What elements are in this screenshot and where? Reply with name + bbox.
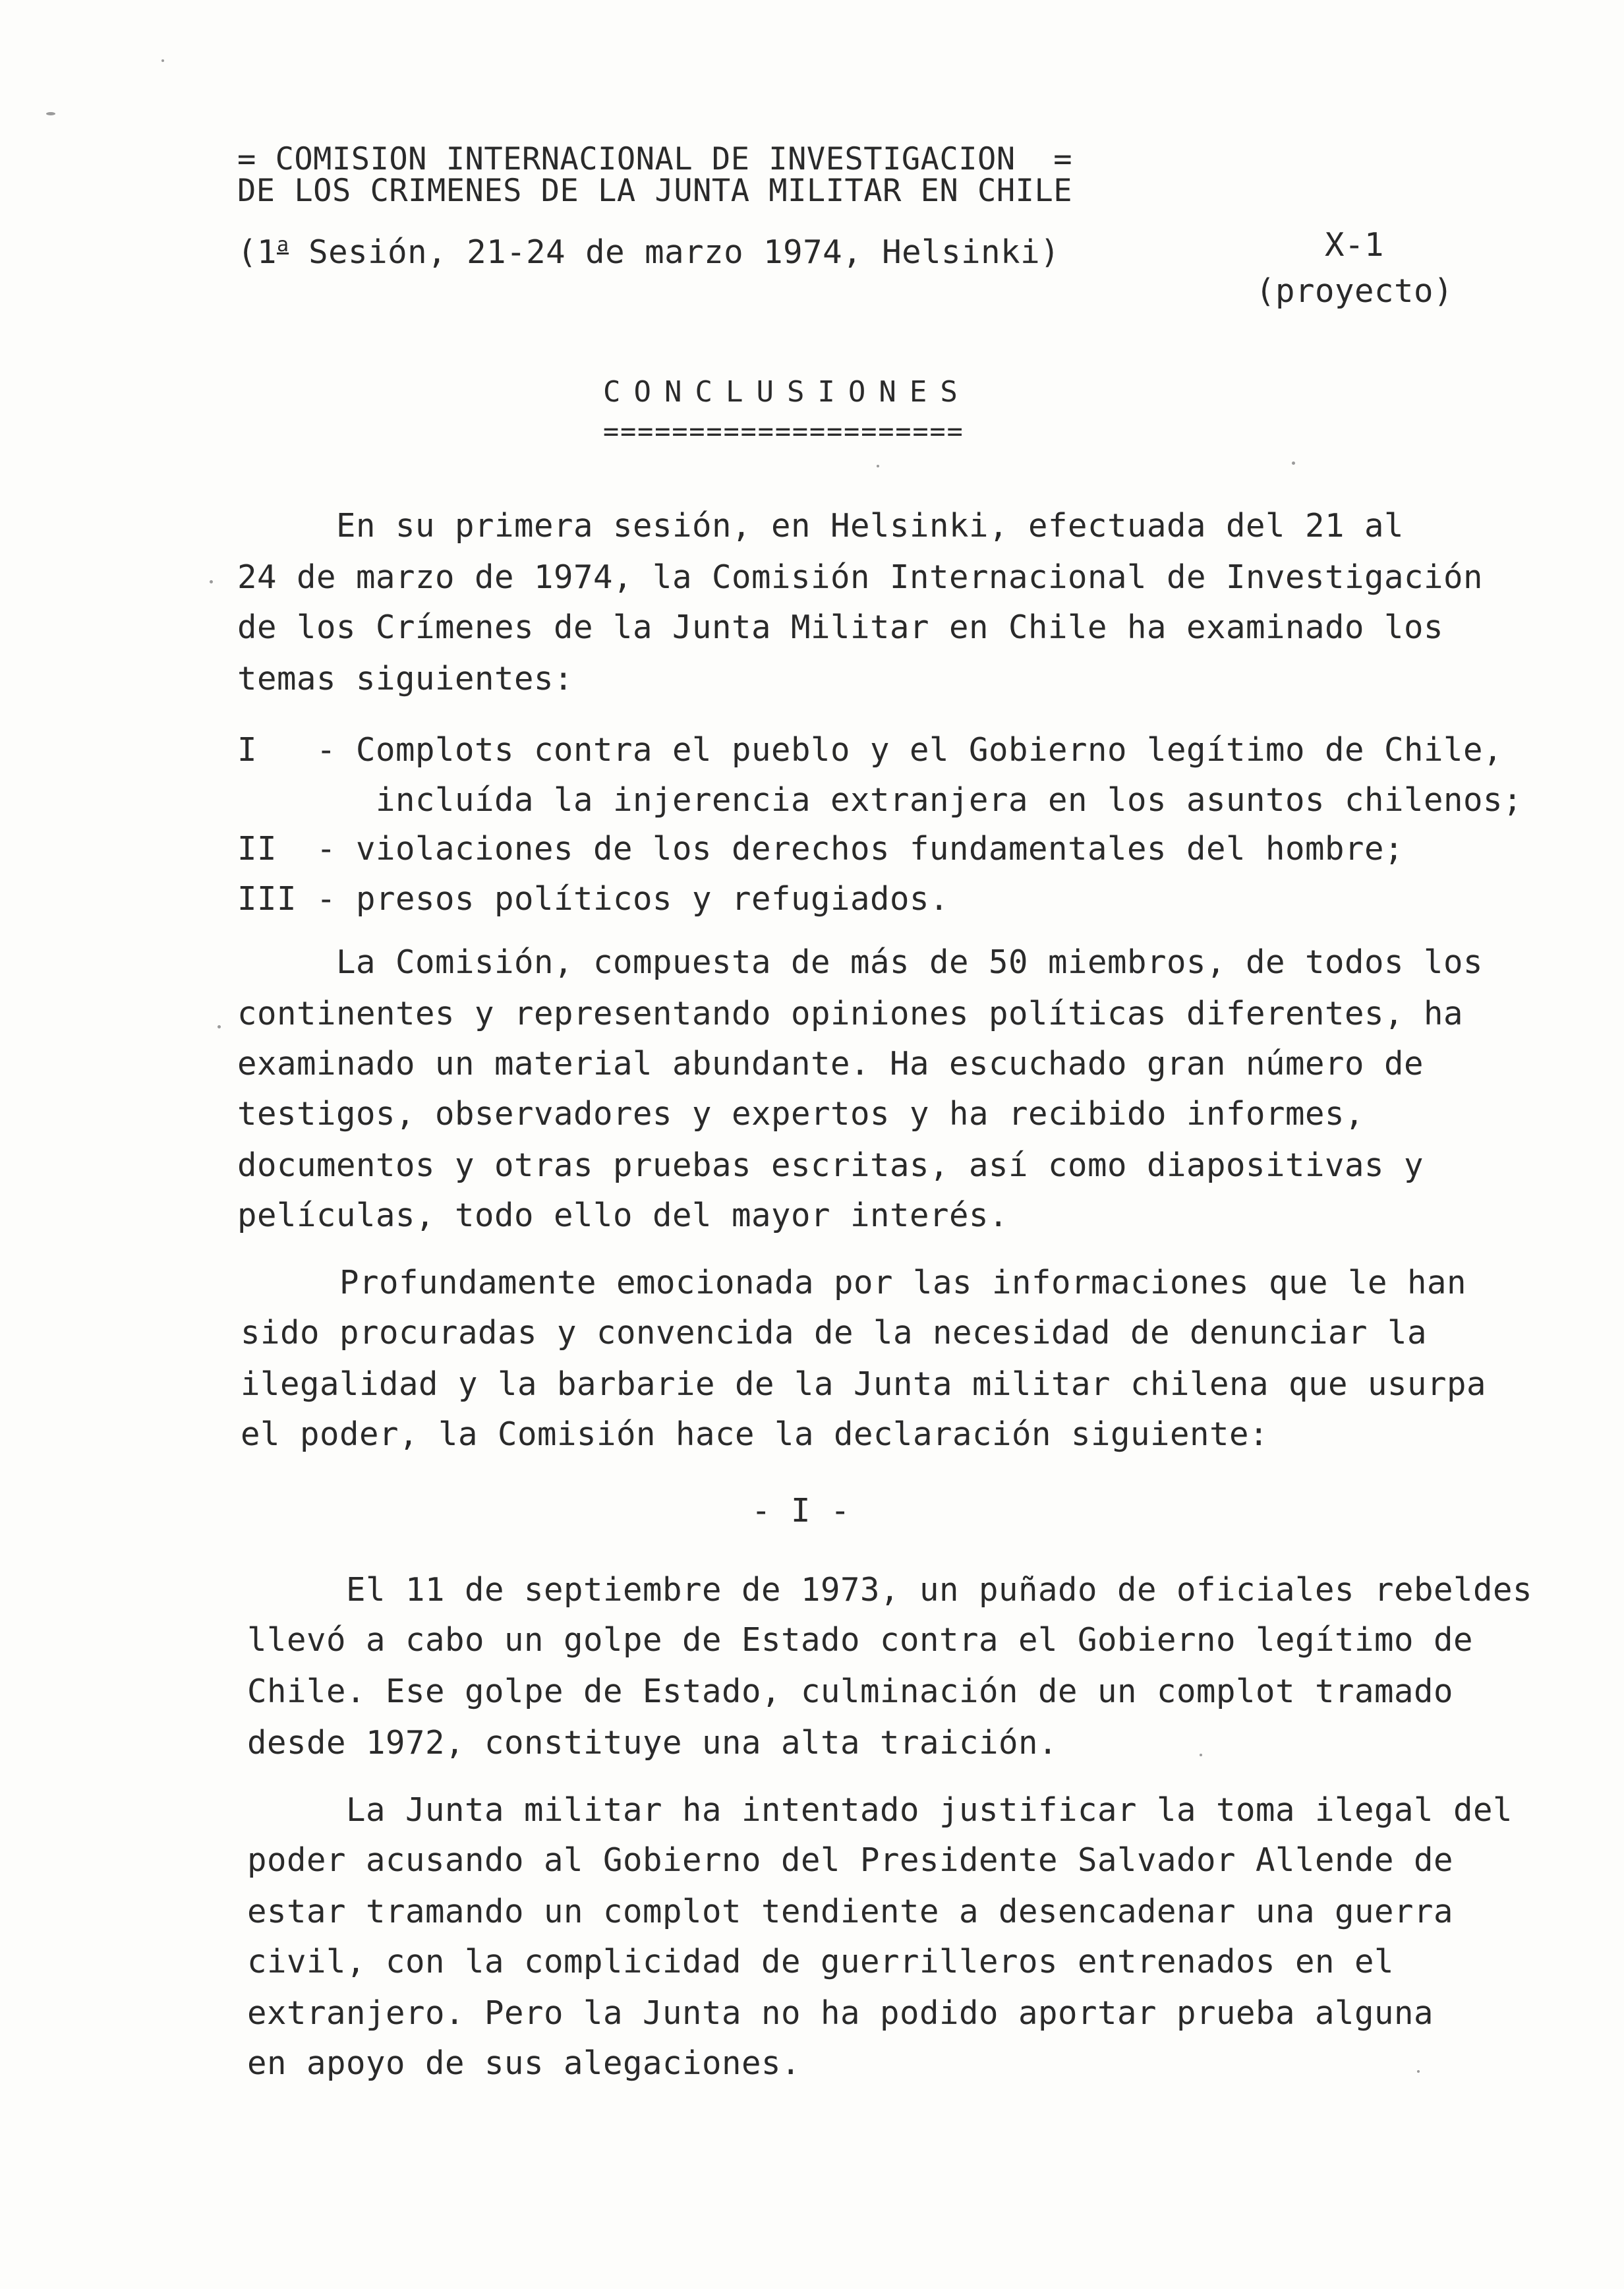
session-rest: Sesión, 21-24 de marzo 1974, Helsinki) xyxy=(289,233,1060,271)
topic-item-2: II - violaciones de los derechos fundamentales del hombre; xyxy=(237,830,1405,868)
paragraph-3-line-4: el poder, la Comisión hace la declaración siguiente: xyxy=(241,1415,1269,1453)
session-ordinal: a xyxy=(277,233,289,256)
topic-item-1-continued: incluída la injerencia extranjera en los asuntos chilenos; xyxy=(237,781,1523,819)
header-line-2: DE LOS CRIMENES DE LA JUNTA MILITAR EN CHILE xyxy=(237,173,1073,209)
paragraph-2-line-6: películas, todo ello del mayor interés. xyxy=(237,1197,1009,1234)
paragraph-5-line-1: La Junta militar ha intentado justificar la toma ilegal del xyxy=(247,1791,1513,1829)
paragraph-3-line-3: ilegalidad y la barbarie de la Junta militar chilena que usurpa xyxy=(241,1365,1487,1403)
paragraph-3-line-1: Profundamente emocionada por las informaciones que le han xyxy=(241,1264,1467,1301)
paragraph-5-line-4: civil, con la complicidad de guerrilleros entrenados en el xyxy=(247,1943,1395,1980)
paragraph-2-line-1: La Comisión, compuesta de más de 50 miembros, de todos los xyxy=(237,943,1484,981)
paragraph-2-line-5: documentos y otras pruebas escritas, así como diapositivas y xyxy=(237,1146,1424,1184)
header-line-1: = COMISION INTERNACIONAL DE INVESTIGACION = xyxy=(237,141,1073,177)
paragraph-2-line-3: examinado un material abundante. Ha escuchado gran número de xyxy=(237,1045,1424,1083)
scan-mark xyxy=(46,112,55,115)
paragraph-2-line-2: continentes y representando opiniones políticas diferentes, ha xyxy=(237,995,1464,1032)
session-line xyxy=(237,225,1060,272)
session-open: (1 xyxy=(237,233,277,271)
scan-mark xyxy=(1417,2070,1420,2073)
paragraph-4-line-4: desde 1972, constituye una alta traición. xyxy=(247,1724,1058,1762)
paragraph-5-line-3: estar tramando un complot tendiente a desencadenar una guerra xyxy=(247,1893,1454,1930)
scan-mark xyxy=(210,580,213,583)
title-underline: ===================== xyxy=(603,417,964,447)
paragraph-5-line-5: extranjero. Pero la Junta no ha podido aportar prueba alguna xyxy=(247,1994,1434,2032)
scan-mark xyxy=(218,1025,221,1028)
paragraph-5-line-6: en apoyo de sus alegaciones. xyxy=(247,2044,801,2082)
paragraph-5-line-2: poder acusando al Gobierno del Presidente Salvador Allende de xyxy=(247,1841,1454,1879)
scan-mark xyxy=(1292,461,1295,465)
paragraph-1-line-3: de los Crímenes de la Junta Militar en Chile ha examinado los xyxy=(237,609,1444,646)
scan-mark xyxy=(161,59,164,62)
paragraph-2-line-4: testigos, observadores y expertos y ha recibido informes, xyxy=(237,1095,1365,1133)
topic-item-1: I - Complots contra el pueblo y el Gobierno legítimo de Chile, xyxy=(237,731,1503,769)
paragraph-1-line-2: 24 de marzo de 1974, la Comisión Internacional de Investigación xyxy=(237,558,1484,596)
paragraph-1-line-4: temas siguientes: xyxy=(237,660,574,698)
section-heading: - I - xyxy=(751,1492,851,1530)
document-title: CONCLUSIONES xyxy=(603,375,971,409)
paragraph-4-line-1: El 11 de septiembre de 1973, un puñado de oficiales rebeldes xyxy=(247,1571,1533,1609)
scan-mark xyxy=(1200,1754,1202,1756)
paragraph-1-line-1: En su primera sesión, en Helsinki, efectuada del 21 al xyxy=(237,507,1405,545)
document-code: X-1 xyxy=(1325,226,1385,264)
paragraph-4-line-2: llevó a cabo un golpe de Estado contra el Gobierno legítimo de xyxy=(247,1621,1474,1659)
paragraph-4-line-3: Chile. Ese golpe de Estado, culminación de un complot tramado xyxy=(247,1673,1454,1710)
paragraph-3-line-2: sido procuradas y convencida de la necesidad de denunciar la xyxy=(241,1314,1428,1352)
document-status: (proyecto) xyxy=(1256,272,1454,310)
scan-mark xyxy=(877,465,879,467)
topic-item-3: III - presos políticos y refugiados. xyxy=(237,880,950,918)
